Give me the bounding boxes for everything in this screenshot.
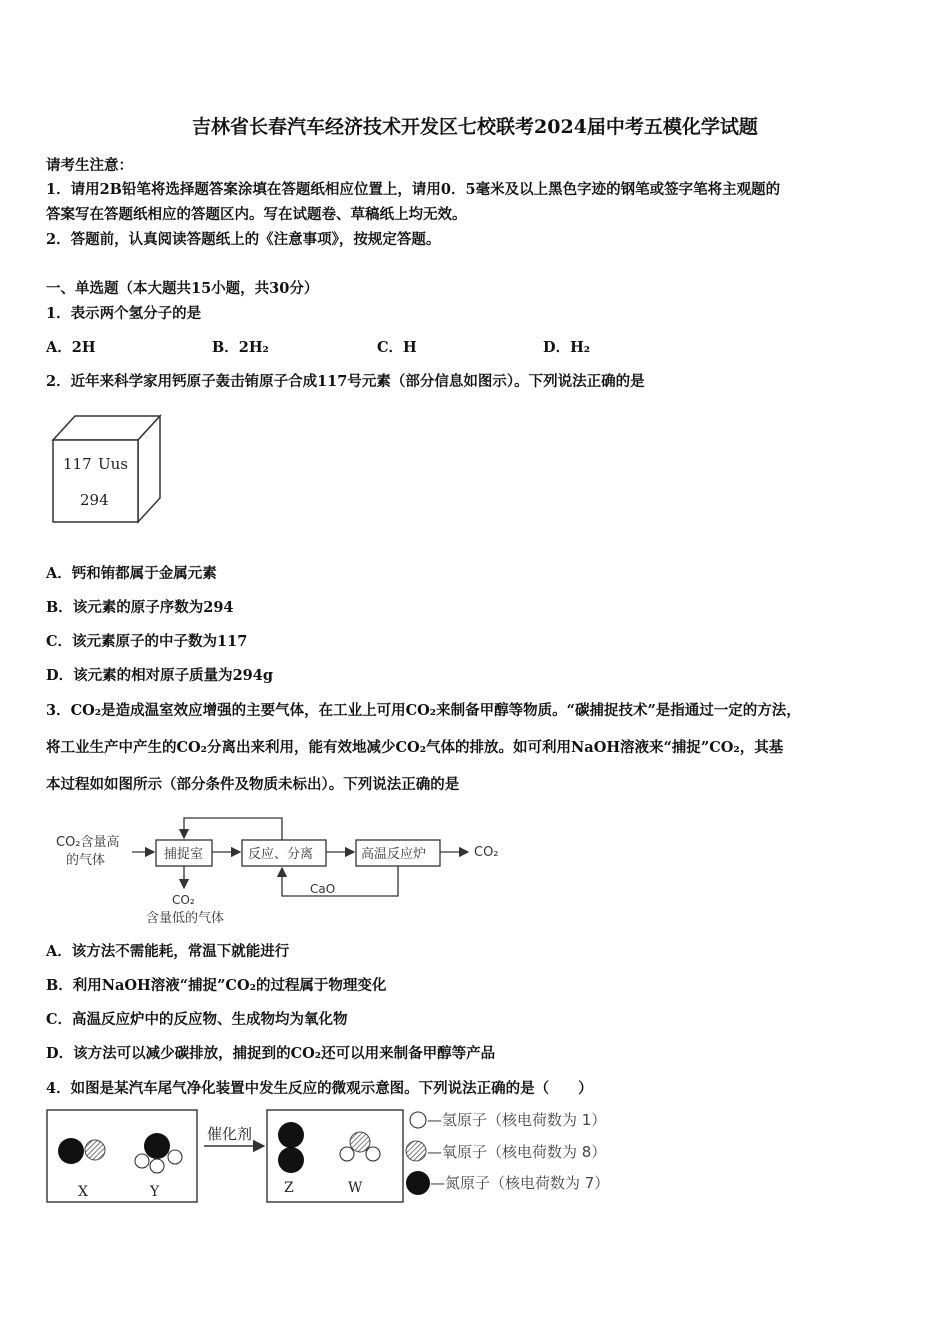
box-capture-chamber-label: 捕捉室 bbox=[164, 847, 204, 862]
low-gas-label-2: 含量低的气体 bbox=[146, 911, 225, 926]
w-hydrogen-atom-2 bbox=[366, 1147, 380, 1161]
box-reaction-separation-label: 反应、分离 bbox=[248, 847, 314, 862]
notice-line-1: 1．请用2B铅笔将选择题答案涂填在答题纸相应位置上，请用0．5毫米及以上黑色字迹的钢笔或签字笔将主观题的 bbox=[46, 181, 781, 198]
input-gas-label-1: CO₂含量高 bbox=[56, 835, 120, 850]
label-y: Y bbox=[150, 1184, 160, 1200]
q2-option-c: C．该元素原子的中子数为117 bbox=[46, 633, 248, 650]
legend-nitrogen-icon bbox=[406, 1171, 430, 1195]
arrow-recycle-top bbox=[184, 818, 282, 840]
legend-oxygen-label: —氧原子（核电荷数为 8） bbox=[427, 1143, 607, 1161]
q2-option-d: D．该元素的相对原子质量为294g bbox=[46, 667, 273, 684]
element-mass: 294 bbox=[80, 491, 109, 509]
q2-stem: 2．近年来科学家用钙原子轰击铕原子合成117号元素（部分信息如图示）。下列说法正确的是 bbox=[46, 373, 645, 390]
label-x: X bbox=[78, 1184, 88, 1200]
z-nitrogen-atom-2 bbox=[278, 1147, 304, 1173]
q1-option-a: A．2H bbox=[46, 339, 96, 356]
y-hydrogen-atom-2 bbox=[150, 1159, 164, 1173]
w-hydrogen-atom-1 bbox=[340, 1147, 354, 1161]
x-nitrogen-atom bbox=[58, 1138, 84, 1164]
q2-option-b: B．该元素的原子序数为294 bbox=[46, 599, 234, 616]
z-nitrogen-atom-1 bbox=[278, 1122, 304, 1148]
catalyst-label: 催化剂 bbox=[207, 1125, 253, 1143]
arrow-recycle-cao bbox=[282, 866, 398, 896]
q1-option-b: B．2H₂ bbox=[212, 339, 269, 356]
input-gas-label-2: 的气体 bbox=[66, 853, 106, 868]
box-high-temp-furnace-label: 高温反应炉 bbox=[361, 847, 427, 862]
w-oxygen-atom bbox=[350, 1132, 370, 1152]
element-card-figure bbox=[46, 410, 166, 526]
q2-option-a: A．钙和铕都属于金属元素 bbox=[46, 565, 217, 582]
q1-option-d: D．H₂ bbox=[543, 339, 591, 356]
label-w: W bbox=[348, 1180, 363, 1196]
q3-stem-line-1: 3．CO₂是造成温室效应增强的主要气体，在工业上可用CO₂来制备甲醇等物质。“碳捕捉技术”是指通过一定的方法， bbox=[46, 702, 801, 719]
q3-option-c: C．高温反应炉中的反应物、生成物均为氧化物 bbox=[46, 1011, 348, 1028]
output-co2-label: CO₂ bbox=[474, 845, 499, 860]
notice-line-2: 答案写在答题纸相应的答题区内。写在试题卷、草稿纸上均无效。 bbox=[46, 206, 467, 223]
notice-line-3: 2．答题前，认真阅读答题纸上的《注意事项》，按规定答题。 bbox=[46, 231, 441, 248]
section-heading: 一、单选题（本大题共15小题，共30分） bbox=[46, 280, 319, 297]
q3-stem-line-2: 将工业生产中产生的CO₂分离出来利用，能有效地减少CO₂气体的排放。如可利用NaOH溶液来“捕捉”CO₂，其基 bbox=[46, 739, 784, 756]
q1-option-c: C．H bbox=[377, 339, 417, 356]
q3-option-b: B．利用NaOH溶液“捕捉”CO₂的过程属于物理变化 bbox=[46, 977, 387, 994]
q3-stem-line-3: 本过程如如图所示（部分条件及物质未标出）。下列说法正确的是 bbox=[46, 776, 460, 793]
element-card-front bbox=[53, 440, 138, 522]
x-oxygen-atom bbox=[85, 1140, 105, 1160]
q4-stem: 4．如图是某汽车尾气净化装置中发生反应的微观示意图。下列说法正确的是（ ） bbox=[46, 1080, 593, 1097]
legend-hydrogen-icon bbox=[410, 1112, 426, 1128]
legend-hydrogen-label: —氢原子（核电荷数为 1） bbox=[427, 1111, 607, 1129]
label-z: Z bbox=[284, 1180, 294, 1196]
q3-option-a: A．该方法不需能耗，常温下就能进行 bbox=[46, 943, 290, 960]
q3-option-d: D．该方法可以减少碳排放，捕捉到的CO₂还可以用来制备甲醇等产品 bbox=[46, 1045, 496, 1062]
notice-heading: 请考生注意： bbox=[46, 157, 133, 174]
q1-stem: 1．表示两个氢分子的是 bbox=[46, 305, 202, 322]
element-symbol: Uus bbox=[98, 455, 128, 473]
carbon-capture-flowchart bbox=[50, 812, 520, 930]
y-hydrogen-atom-1 bbox=[135, 1154, 149, 1168]
low-gas-label-1: CO₂ bbox=[172, 893, 195, 907]
legend-oxygen-icon bbox=[406, 1141, 426, 1161]
y-nitrogen-atom bbox=[144, 1133, 170, 1159]
y-hydrogen-atom-3 bbox=[168, 1150, 182, 1164]
cao-label: CaO bbox=[310, 882, 336, 896]
legend-nitrogen-label: —氮原子（核电荷数为 7） bbox=[430, 1174, 610, 1192]
exhaust-reaction-figure bbox=[44, 1104, 634, 1208]
element-number: 117 bbox=[63, 455, 92, 473]
page-title: 吉林省长春汽车经济技术开发区七校联考2024届中考五模化学试题 bbox=[192, 116, 758, 138]
